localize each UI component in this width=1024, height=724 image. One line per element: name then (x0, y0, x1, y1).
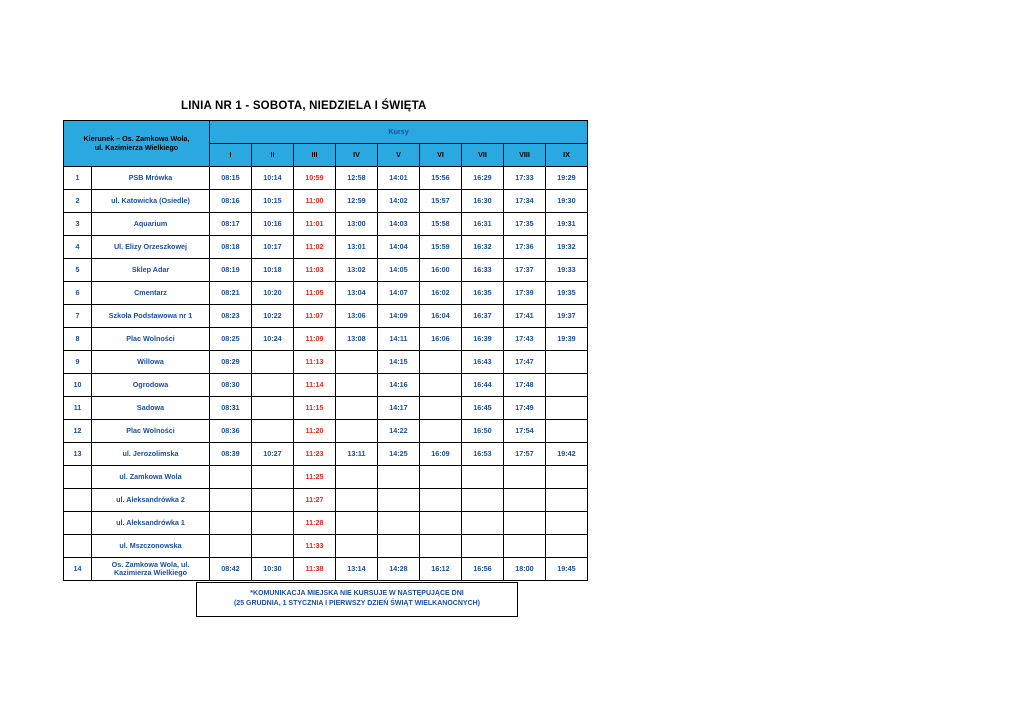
departure-time: 16:29 (462, 167, 504, 190)
departure-time: 08:18 (210, 236, 252, 259)
departure-time: 08:15 (210, 167, 252, 190)
departure-time (336, 489, 378, 512)
departure-time: 11:20 (294, 420, 336, 443)
departure-time (546, 420, 588, 443)
departure-time: 08:36 (210, 420, 252, 443)
table-row (64, 351, 588, 374)
departure-time (252, 351, 294, 374)
departure-time (462, 512, 504, 535)
timetable-body (64, 167, 588, 581)
departure-time: 10:22 (252, 305, 294, 328)
departure-time (546, 374, 588, 397)
departure-time: 16:45 (462, 397, 504, 420)
timetable-head (64, 121, 588, 167)
departure-time (546, 489, 588, 512)
stop-name: Willowa (92, 351, 210, 374)
departure-time: 19:31 (546, 213, 588, 236)
departure-time: 10:16 (252, 213, 294, 236)
departure-time: 15:56 (420, 167, 462, 190)
departure-time: 19:37 (546, 305, 588, 328)
departure-time: 17:36 (504, 236, 546, 259)
departure-time: 16:44 (462, 374, 504, 397)
departure-time: 14:17 (378, 397, 420, 420)
departure-time: 14:15 (378, 351, 420, 374)
stop-number: 7 (64, 305, 92, 328)
departure-time (420, 351, 462, 374)
departure-time: 18:00 (504, 558, 546, 581)
course-column-8: VIII (504, 144, 546, 167)
departure-time: 12:59 (336, 190, 378, 213)
departure-time: 11:27 (294, 489, 336, 512)
departure-time (420, 512, 462, 535)
departure-time: 16:35 (462, 282, 504, 305)
departure-time: 19:39 (546, 328, 588, 351)
departure-time: 11:05 (294, 282, 336, 305)
departure-time (336, 420, 378, 443)
table-row (64, 466, 588, 489)
departure-time: 08:16 (210, 190, 252, 213)
course-column-9: IX (546, 144, 588, 167)
stop-name: Sklep Adar (92, 259, 210, 282)
departure-time (336, 535, 378, 558)
departure-time: 11:25 (294, 466, 336, 489)
departure-time: 16:30 (462, 190, 504, 213)
departure-time: 17:33 (504, 167, 546, 190)
departure-time: 14:16 (378, 374, 420, 397)
departure-time (252, 489, 294, 512)
departure-time (378, 466, 420, 489)
departure-time: 13:14 (336, 558, 378, 581)
stop-name: Szkoła Podstawowa nr 1 (92, 305, 210, 328)
departure-time: 11:02 (294, 236, 336, 259)
departure-time (462, 489, 504, 512)
departure-time (378, 489, 420, 512)
departure-time: 16:56 (462, 558, 504, 581)
table-row (64, 167, 588, 190)
departure-time: 19:45 (546, 558, 588, 581)
stop-name: Plac Wolności (92, 328, 210, 351)
departure-time (336, 397, 378, 420)
table-row (64, 213, 588, 236)
departure-time: 13:06 (336, 305, 378, 328)
direction-header (64, 121, 210, 167)
departure-time: 14:04 (378, 236, 420, 259)
departure-time: 14:11 (378, 328, 420, 351)
departure-time (252, 512, 294, 535)
departure-time: 17:43 (504, 328, 546, 351)
departure-time: 13:02 (336, 259, 378, 282)
header-row-primary (64, 121, 588, 144)
departure-time: 08:21 (210, 282, 252, 305)
departure-time: 16:43 (462, 351, 504, 374)
departure-time (462, 466, 504, 489)
stop-name: Cmentarz (92, 282, 210, 305)
stop-name: Plac Wolności (92, 420, 210, 443)
departure-time: 17:49 (504, 397, 546, 420)
departure-time: 11:00 (294, 190, 336, 213)
table-row (64, 374, 588, 397)
stop-number: 11 (64, 397, 92, 420)
departure-time (378, 512, 420, 535)
departure-time: 17:57 (504, 443, 546, 466)
courses-header: Kursy (210, 121, 588, 144)
departure-time: 13:08 (336, 328, 378, 351)
direction-header-line1: Kierunek – Os. Zamkowa Wola, (83, 134, 190, 144)
departure-time: 15:59 (420, 236, 462, 259)
timetable (63, 120, 588, 581)
course-column-1: I (210, 144, 252, 167)
departure-time: 13:01 (336, 236, 378, 259)
stop-name: ul. Zamkowa Wola (92, 466, 210, 489)
departure-time: 08:31 (210, 397, 252, 420)
departure-time (336, 512, 378, 535)
departure-time: 15:57 (420, 190, 462, 213)
departure-time: 11:23 (294, 443, 336, 466)
stop-name: PSB Mrówka (92, 167, 210, 190)
stop-number: 5 (64, 259, 92, 282)
departure-time: 16:12 (420, 558, 462, 581)
stop-name: Os. Zamkowa Wola, ul. Kazimierza Wielkiego (92, 558, 210, 581)
departure-time (210, 489, 252, 512)
table-row (64, 190, 588, 213)
departure-time: 17:54 (504, 420, 546, 443)
table-row (64, 397, 588, 420)
stop-number: 2 (64, 190, 92, 213)
departure-time: 10:27 (252, 443, 294, 466)
departure-time: 12:58 (336, 167, 378, 190)
departure-time: 16:50 (462, 420, 504, 443)
departure-time: 19:42 (546, 443, 588, 466)
departure-time: 11:28 (294, 512, 336, 535)
departure-time (546, 535, 588, 558)
departure-time (546, 397, 588, 420)
departure-time (420, 535, 462, 558)
departure-time: 14:05 (378, 259, 420, 282)
departure-time (420, 420, 462, 443)
departure-time: 11:13 (294, 351, 336, 374)
departure-time (252, 535, 294, 558)
departure-time (336, 466, 378, 489)
stop-number: 4 (64, 236, 92, 259)
departure-time: 08:19 (210, 259, 252, 282)
departure-time (252, 466, 294, 489)
departure-time (420, 466, 462, 489)
departure-time (210, 512, 252, 535)
table-row (64, 443, 588, 466)
direction-header-line2: ul. Kazimierza Wielkiego (94, 142, 179, 152)
stop-name: ul. Jerozolimska (92, 443, 210, 466)
course-column-2: II (252, 144, 294, 167)
departure-time: 10:59 (294, 167, 336, 190)
departure-time: 10:15 (252, 190, 294, 213)
table-row (64, 236, 588, 259)
departure-time (420, 489, 462, 512)
departure-time: 10:30 (252, 558, 294, 581)
departure-time: 16:31 (462, 213, 504, 236)
stop-name: ul. Aleksandrówka 2 (92, 489, 210, 512)
departure-time: 17:47 (504, 351, 546, 374)
departure-time: 11:01 (294, 213, 336, 236)
stop-number: 12 (64, 420, 92, 443)
departure-time: 11:15 (294, 397, 336, 420)
departure-time (462, 535, 504, 558)
table-row (64, 420, 588, 443)
course-column-7: VII (462, 144, 504, 167)
departure-time: 08:42 (210, 558, 252, 581)
stop-number: 14 (64, 558, 92, 581)
stop-number: 10 (64, 374, 92, 397)
table-row (64, 535, 588, 558)
departure-time: 08:29 (210, 351, 252, 374)
departure-time (546, 351, 588, 374)
departure-time (420, 374, 462, 397)
service-note (196, 582, 518, 617)
departure-time (252, 420, 294, 443)
departure-time (210, 466, 252, 489)
departure-time: 08:30 (210, 374, 252, 397)
departure-time: 16:39 (462, 328, 504, 351)
departure-time: 13:00 (336, 213, 378, 236)
departure-time: 16:53 (462, 443, 504, 466)
table-row (64, 282, 588, 305)
departure-time: 19:35 (546, 282, 588, 305)
stop-number (64, 535, 92, 558)
service-note-line2: (25 GRUDNIA, 1 STYCZNIA I PIERWSZY DZIEŃ ŚWIĄT WIELKANOCNYCH) (233, 600, 481, 608)
table-row (64, 328, 588, 351)
departure-time (210, 535, 252, 558)
departure-time: 17:34 (504, 190, 546, 213)
departure-time: 08:23 (210, 305, 252, 328)
departure-time: 17:48 (504, 374, 546, 397)
departure-time: 19:32 (546, 236, 588, 259)
departure-time: 17:37 (504, 259, 546, 282)
stop-number (64, 512, 92, 535)
departure-time: 14:02 (378, 190, 420, 213)
stop-number (64, 466, 92, 489)
departure-time: 16:37 (462, 305, 504, 328)
stop-number (64, 489, 92, 512)
departure-time: 14:07 (378, 282, 420, 305)
departure-time: 10:20 (252, 282, 294, 305)
stop-number: 13 (64, 443, 92, 466)
departure-time (504, 535, 546, 558)
departure-time (504, 489, 546, 512)
departure-time: 11:03 (294, 259, 336, 282)
departure-time: 10:17 (252, 236, 294, 259)
departure-time: 16:02 (420, 282, 462, 305)
course-column-5: V (378, 144, 420, 167)
departure-time: 16:00 (420, 259, 462, 282)
departure-time: 10:18 (252, 259, 294, 282)
departure-time (336, 374, 378, 397)
table-row (64, 259, 588, 282)
departure-time: 16:04 (420, 305, 462, 328)
course-column-4: IV (336, 144, 378, 167)
departure-time: 11:14 (294, 374, 336, 397)
stop-name: Ogrodowa (92, 374, 210, 397)
departure-time (504, 466, 546, 489)
departure-time: 19:33 (546, 259, 588, 282)
page-title: LINIA NR 1 - SOBOTA, NIEDZIELA I ŚWIĘTA (181, 100, 427, 112)
departure-time: 08:17 (210, 213, 252, 236)
departure-time (546, 512, 588, 535)
departure-time (336, 351, 378, 374)
departure-time (420, 397, 462, 420)
stop-number: 8 (64, 328, 92, 351)
departure-time: 14:09 (378, 305, 420, 328)
departure-time: 19:30 (546, 190, 588, 213)
departure-time: 08:39 (210, 443, 252, 466)
departure-time: 14:01 (378, 167, 420, 190)
departure-time: 08:25 (210, 328, 252, 351)
departure-time: 14:03 (378, 213, 420, 236)
course-column-3: III (294, 144, 336, 167)
stop-number: 9 (64, 351, 92, 374)
stop-name: ul. Aleksandrówka 1 (92, 512, 210, 535)
table-row (64, 489, 588, 512)
departure-time: 16:06 (420, 328, 462, 351)
departure-time: 17:35 (504, 213, 546, 236)
departure-time: 17:39 (504, 282, 546, 305)
stop-number: 3 (64, 213, 92, 236)
departure-time: 17:41 (504, 305, 546, 328)
departure-time (252, 397, 294, 420)
departure-time: 14:25 (378, 443, 420, 466)
table-row (64, 512, 588, 535)
departure-time: 11:38 (294, 558, 336, 581)
departure-time (504, 512, 546, 535)
departure-time: 14:22 (378, 420, 420, 443)
departure-time: 16:09 (420, 443, 462, 466)
departure-time: 16:32 (462, 236, 504, 259)
stop-name: Aquarium (92, 213, 210, 236)
departure-time: 11:07 (294, 305, 336, 328)
departure-time: 10:14 (252, 167, 294, 190)
departure-time: 19:29 (546, 167, 588, 190)
departure-time: 14:28 (378, 558, 420, 581)
stop-name: ul. Mszczonowska (92, 535, 210, 558)
stop-name: Ul. Elizy Orzeszkowej (92, 236, 210, 259)
departure-time: 15:58 (420, 213, 462, 236)
stop-name: ul. Katowicka (Osiedle) (92, 190, 210, 213)
departure-time: 13:04 (336, 282, 378, 305)
service-note-line1: *KOMUNIKACJA MIEJSKA NIE KURSUJE W NASTĘPUJĄCE DNI (250, 590, 464, 597)
stop-name: Sadowa (92, 397, 210, 420)
departure-time (546, 466, 588, 489)
departure-time: 11:09 (294, 328, 336, 351)
table-row (64, 305, 588, 328)
departure-time: 11:33 (294, 535, 336, 558)
stop-number: 1 (64, 167, 92, 190)
table-row (64, 558, 588, 581)
departure-time (378, 535, 420, 558)
departure-time: 16:33 (462, 259, 504, 282)
departure-time: 10:24 (252, 328, 294, 351)
departure-time: 13:11 (336, 443, 378, 466)
course-column-6: VI (420, 144, 462, 167)
departure-time (252, 374, 294, 397)
stop-number: 6 (64, 282, 92, 305)
